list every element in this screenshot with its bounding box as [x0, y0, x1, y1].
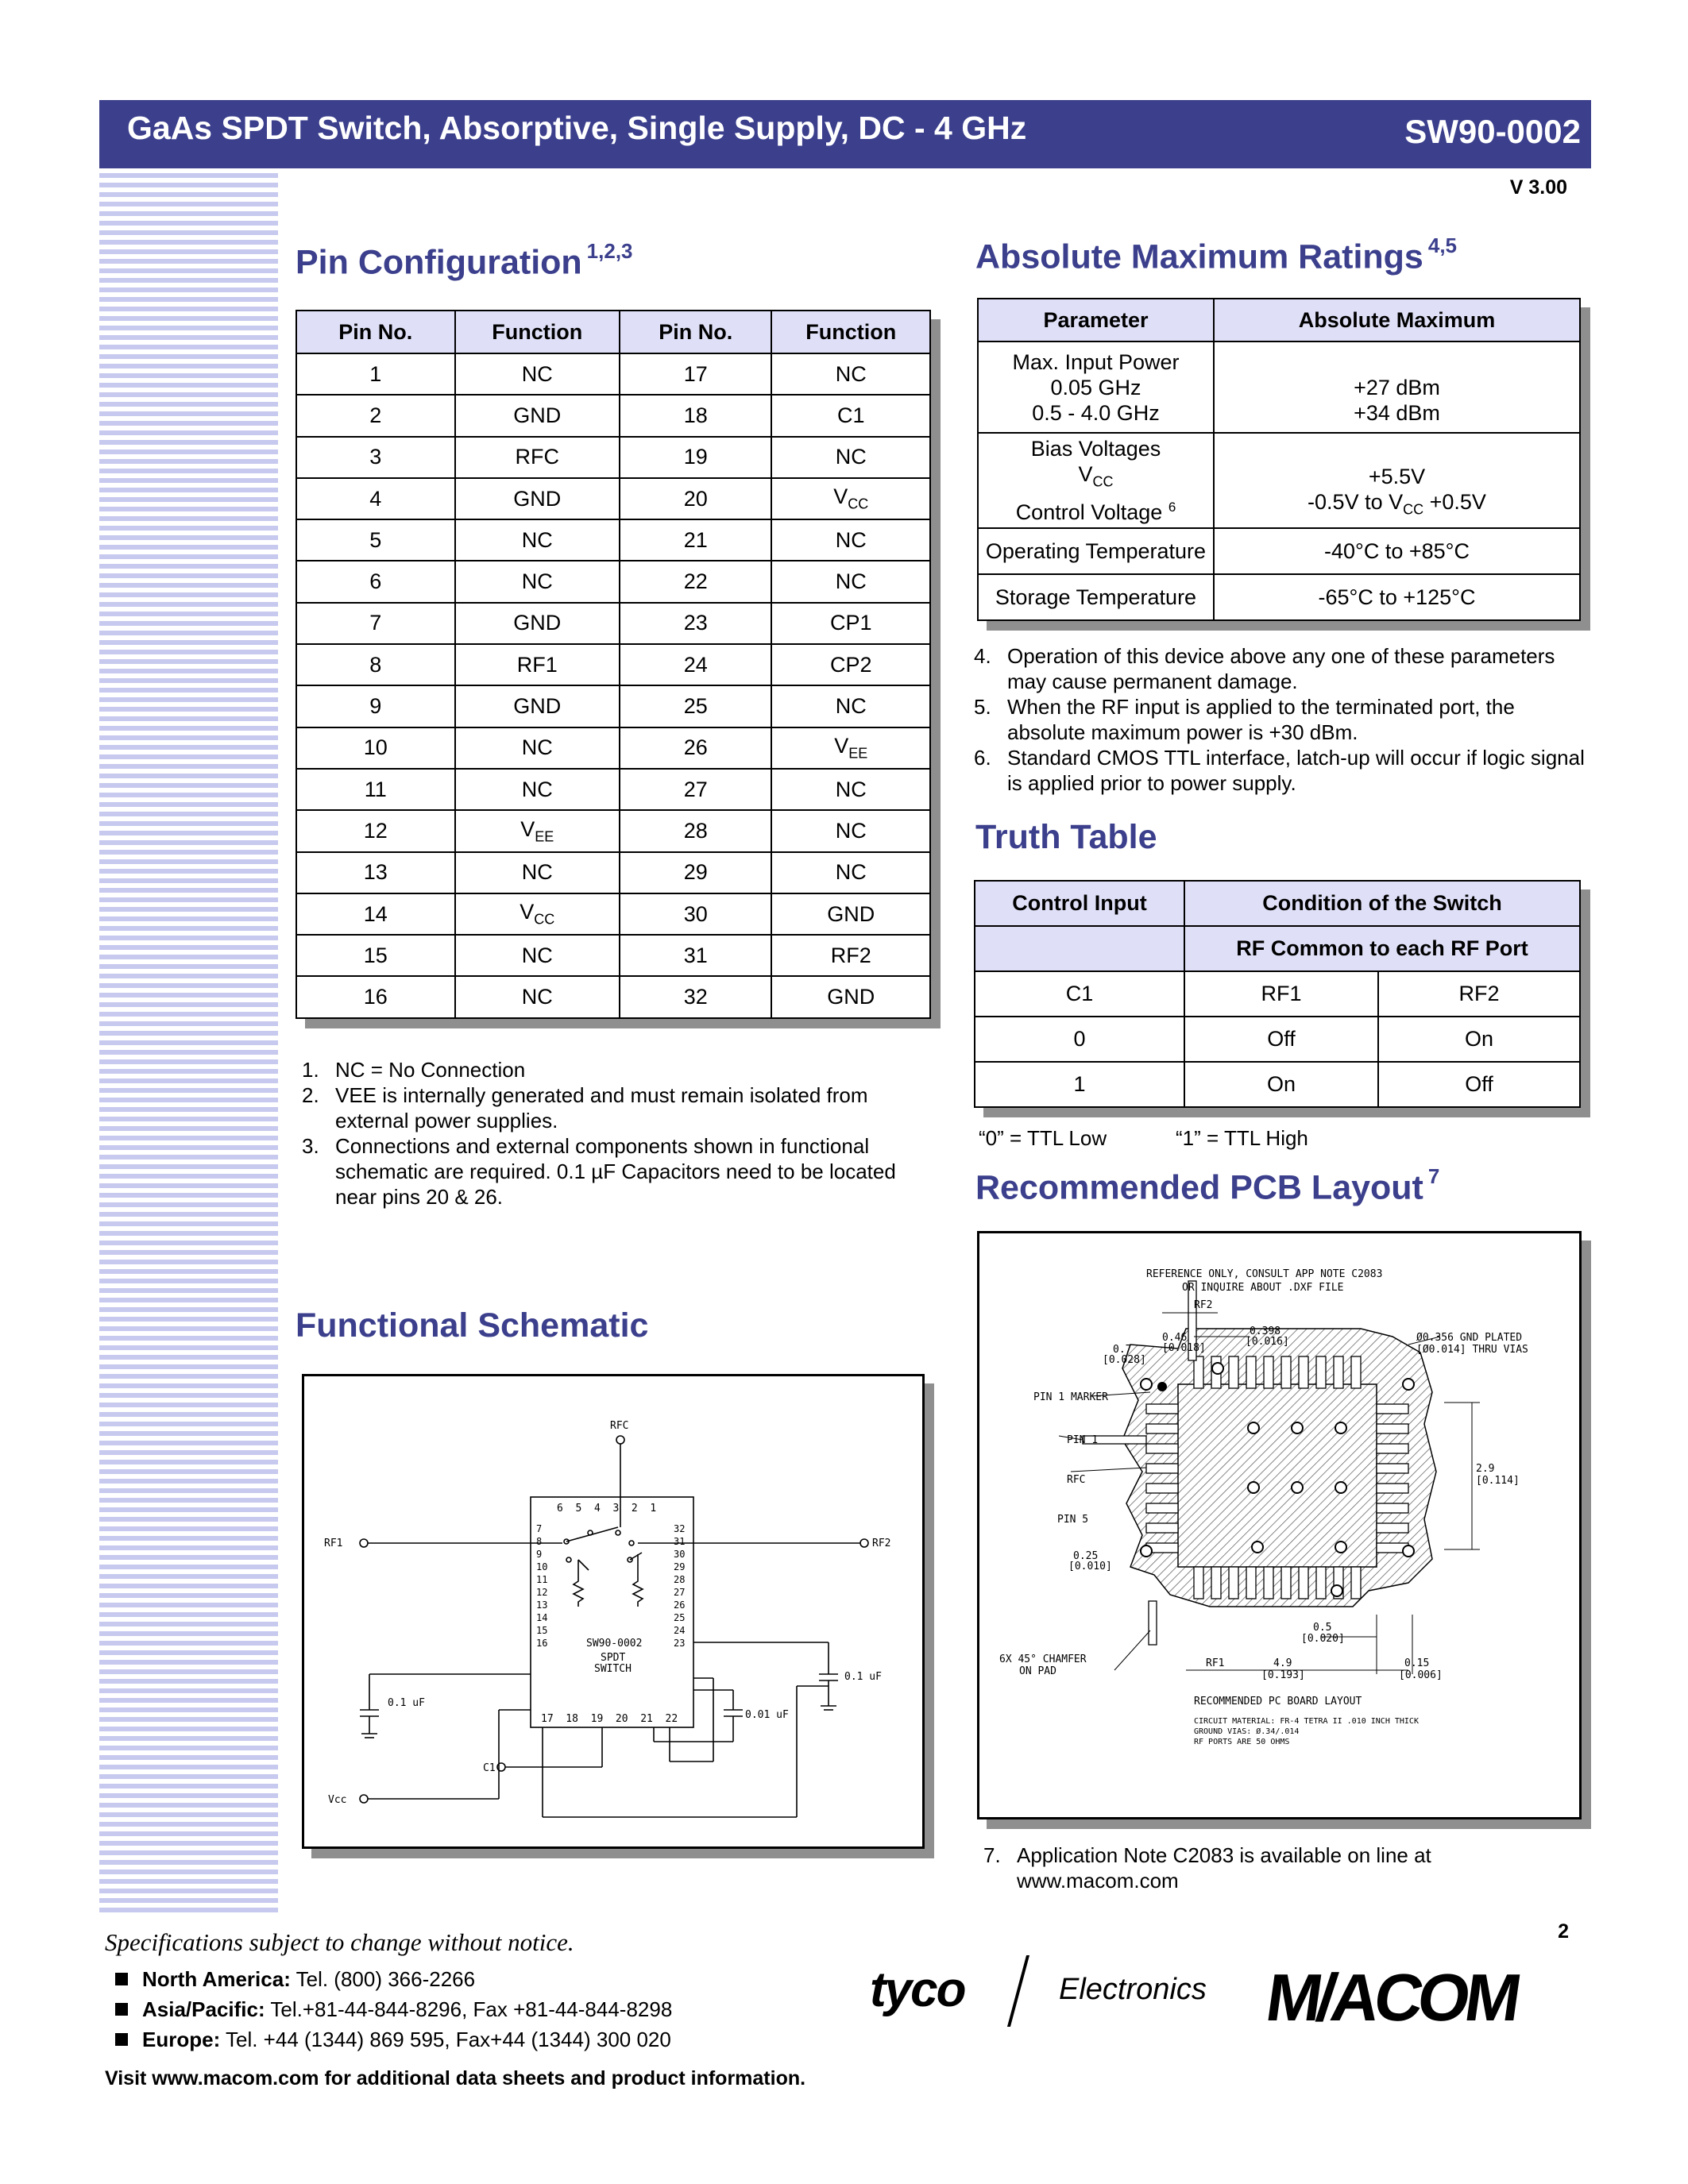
left-pin-number: 13 [536, 1599, 548, 1611]
table-cell: NC [455, 976, 620, 1017]
table-cell: 27 [620, 769, 772, 810]
table-row [296, 935, 930, 976]
amr-cell: Storage Temperature [978, 574, 1214, 620]
pcb-pin1-label: PIN 1 [1067, 1434, 1099, 1446]
pcb-dim: [0.018] [1162, 1342, 1206, 1354]
table-cell: 28 [620, 810, 772, 851]
pcb-material-note: GROUND VIAS: Ø.34/.014 [1194, 1727, 1300, 1736]
ttl-high-legend: “1” = TTL High [1176, 1126, 1308, 1150]
pcb-dim: [0.193] [1261, 1669, 1305, 1681]
cap-label: 0.1 uF [844, 1671, 882, 1683]
chip-label: SWITCH [594, 1663, 632, 1675]
pcb-rf1-label: RF1 [1206, 1657, 1225, 1669]
tyco-electronics-logo: tyco Electronics [870, 1955, 1235, 2027]
table-row [296, 519, 930, 561]
ttl-low-legend: “0” = TTL Low [979, 1126, 1107, 1150]
table-cell: 18 [620, 395, 772, 436]
pcb-layout-caption: RECOMMENDED PC BOARD LAYOUT [1194, 1696, 1362, 1707]
pcb-dim: 0.25 [1073, 1550, 1099, 1562]
table-cell: 7 [296, 603, 455, 644]
cap-label: 0.01 uF [745, 1709, 789, 1721]
table-cell: NC [771, 519, 930, 561]
pcb-dim: [0.006] [1399, 1669, 1443, 1681]
right-pin-number: 32 [674, 1523, 686, 1534]
absolute-max-header: Absolute Maximum [1214, 299, 1580, 341]
pcb-dim: 0.5 [1313, 1622, 1332, 1634]
right-pin-number: 28 [674, 1574, 686, 1585]
left-pin-number: 14 [536, 1612, 548, 1623]
table-cell: NC [455, 852, 620, 893]
rf1-label: RF1 [324, 1538, 343, 1549]
macom-logo: M/ACOM [1261, 1960, 1522, 2035]
table-cell: 12 [296, 810, 455, 851]
pin-header: Pin No. [296, 311, 455, 353]
page-number: 2 [1558, 1920, 1569, 1943]
function-header: Function [771, 311, 930, 353]
table-cell: On [1378, 1017, 1580, 1062]
table-cell: GND [771, 893, 930, 935]
empty-header [975, 926, 1184, 971]
table-cell: GND [771, 976, 930, 1017]
pcb-dim: 4.9 [1273, 1657, 1292, 1669]
pcb-dim: 0.398 [1250, 1325, 1281, 1337]
right-pin-number: 27 [674, 1587, 686, 1598]
amr-table [977, 298, 1581, 621]
note-item: 3. Connections and external components shown in functional schematic are required. 0.1 µF Capacitors need to be located near pins 20 & 26. [302, 1134, 896, 1209]
amr-cell: Max. Input Power 0.05 GHz 0.5 - 4.0 GHz [978, 341, 1214, 433]
part-number: SW90-0002 [1404, 113, 1581, 150]
table-cell: 2 [296, 395, 455, 436]
pcb-dim: [0.028] [1103, 1354, 1146, 1366]
control-input-header: Control Input [975, 881, 1184, 926]
table-row [296, 644, 930, 685]
table-cell: C1 [771, 395, 930, 436]
table-row [296, 852, 930, 893]
document-title: GaAs SPDT Switch, Absorptive, Single Supply, DC - 4 GHz [127, 110, 1027, 146]
note-item: 6. Standard CMOS TTL interface, latch-up will occur if logic signal is applied prior to power supply. [974, 746, 1585, 795]
bullet-icon [115, 2033, 128, 2046]
note-item: 5. When the RF input is applied to the terminated port, the absolute maximum power is +30 dBm. [974, 695, 1515, 744]
pcb-dim: [0.016] [1246, 1336, 1289, 1348]
right-pin-number: 29 [674, 1561, 686, 1572]
table-cell: NC [771, 769, 930, 810]
table-cell: 9 [296, 685, 455, 727]
pcb-chamfer-note: ON PAD [1019, 1665, 1056, 1677]
table-cell: 32 [620, 976, 772, 1017]
pcb-pin5-label: PIN 5 [1057, 1514, 1089, 1526]
table-cell: 6 [296, 561, 455, 602]
function-header: Function [455, 311, 620, 353]
table-cell: 17 [620, 353, 772, 395]
note-item: 7. Application Note C2083 is available on line at www.macom.com [983, 1843, 1431, 1893]
pin-config-table [295, 310, 931, 1019]
pcb-dim: 0.15 [1404, 1657, 1430, 1669]
decorative-stripes [99, 173, 278, 1916]
left-pin-number: 11 [536, 1574, 548, 1585]
pcb-dim: 0.7 [1113, 1344, 1132, 1356]
table-cell: On [1184, 1062, 1378, 1107]
table-row [296, 561, 930, 602]
amr-title: Absolute Maximum Ratings $^{4,5}$ [975, 233, 1458, 276]
pcb-dim: [0.020] [1301, 1633, 1345, 1645]
pcb-via-note: [Ø0.014] THRU VIAS [1416, 1344, 1528, 1356]
pcb-notes [983, 1843, 1587, 1893]
table-cell: NC [455, 727, 620, 769]
table-cell: 20 [620, 478, 772, 519]
note-item: 2. VEE is internally generated and must remain isolated from external power supplies. [302, 1083, 868, 1133]
table-cell: CP2 [771, 644, 930, 685]
table-cell: 3 [296, 437, 455, 478]
visit-website-text: Visit www.macom.com for additional data sheets and product information. [105, 2067, 806, 2089]
table-row [296, 685, 930, 727]
note-item: 4. Operation of this device above any one of these parameters may cause permanent damage. [974, 644, 1555, 693]
table-cell: 16 [296, 976, 455, 1017]
pcb-dim: [0.010] [1068, 1561, 1112, 1572]
table-cell: 13 [296, 852, 455, 893]
rf-common-header: RF Common to each RF Port [1184, 926, 1580, 971]
table-cell: 5 [296, 519, 455, 561]
table-row [296, 727, 930, 769]
table-cell: 25 [620, 685, 772, 727]
table-cell: 31 [620, 935, 772, 976]
left-pin-number: 8 [536, 1536, 543, 1547]
bullet-icon [115, 2003, 128, 2016]
left-pin-number: 15 [536, 1625, 548, 1636]
pcb-dim: 0.46 [1162, 1332, 1188, 1344]
table-row [296, 603, 930, 644]
table-cell: 23 [620, 603, 772, 644]
amr-cell: +5.5V -0.5V to $V_{CC} +0.5V$ [1214, 433, 1580, 528]
table-cell: 0 [975, 1017, 1184, 1062]
table-cell: NC [771, 852, 930, 893]
contact-north-america: North America: Tel. (800) 366-2266 [115, 1967, 475, 1992]
bullet-icon [115, 1973, 128, 1985]
table-cell: 22 [620, 561, 772, 602]
table-cell: NC [455, 353, 620, 395]
right-pin-number: 30 [674, 1549, 686, 1560]
amr-notes [974, 643, 1593, 796]
table-cell: GND [455, 395, 620, 436]
functional-schematic [304, 1376, 922, 1846]
table-cell: RF1 [455, 644, 620, 685]
table-cell: 14 [296, 893, 455, 935]
table-cell: NC [771, 561, 930, 602]
table-cell: NC [455, 519, 620, 561]
disclaimer: Specifications subject to change without notice. [105, 1928, 574, 1956]
pcb-ref-text: OR INQUIRE ABOUT .DXF FILE [1182, 1282, 1344, 1294]
table-row [296, 976, 930, 1017]
right-pin-number: 25 [674, 1612, 686, 1623]
table-cell: 29 [620, 852, 772, 893]
table-cell: $V_{CC}$ [455, 893, 620, 935]
table-cell: GND [455, 478, 620, 519]
table-cell: NC [455, 769, 620, 810]
table-cell: 21 [620, 519, 772, 561]
pin-config-notes [302, 1057, 917, 1210]
rfc-label: RFC [610, 1420, 629, 1432]
table-cell: 24 [620, 644, 772, 685]
parameter-header: Parameter [978, 299, 1214, 341]
table-cell: RFC [455, 437, 620, 478]
version-label: V 3.00 [1509, 176, 1567, 199]
condition-header: Condition of the Switch [1184, 881, 1580, 926]
table-cell: $V_{EE}$ [771, 727, 930, 769]
left-pin-number: 7 [536, 1523, 543, 1534]
left-pin-number: 10 [536, 1561, 548, 1572]
right-pin-number: 31 [674, 1536, 686, 1547]
table-cell: NC [771, 685, 930, 727]
truth-table-title: Truth Table [975, 818, 1157, 856]
bottom-pin-numbers: 17 18 19 20 21 22 [541, 1713, 678, 1725]
right-pin-number: 24 [674, 1625, 686, 1636]
amr-cell: -65°C to +125°C [1214, 574, 1580, 620]
table-cell: 11 [296, 769, 455, 810]
rf2-label: RF2 [872, 1538, 891, 1549]
table-row [296, 769, 930, 810]
truth-table [974, 880, 1581, 1108]
pcb-ref-text: REFERENCE ONLY, CONSULT APP NOTE C2083 [1146, 1268, 1383, 1280]
table-cell: NC [771, 353, 930, 395]
pin-config-title: Pin Configuration $^{1,2,3}$ [295, 239, 633, 282]
pcb-rf2-label: RF2 [1194, 1299, 1213, 1311]
pin-header: Pin No. [620, 311, 772, 353]
table-cell: $V_{CC}$ [771, 478, 930, 519]
table-cell: NC [771, 810, 930, 851]
pcb-layout-title: Recommended PCB Layout $^7$ [975, 1164, 1440, 1207]
pcb-layout-drawing [979, 1233, 1579, 1817]
table-row [296, 810, 930, 851]
pcb-pin1-marker: PIN 1 MARKER [1033, 1391, 1108, 1403]
table-row [296, 437, 930, 478]
pcb-material-note: RF PORTS ARE 50 OHMS [1194, 1738, 1290, 1746]
col-rf2: RF2 [1378, 971, 1580, 1017]
table-cell: NC [455, 561, 620, 602]
contact-europe: Europe: Tel. +44 (1344) 869 595, Fax+44 (1344) 300 020 [115, 2028, 671, 2052]
pcb-layout-box [977, 1231, 1582, 1819]
table-row [296, 478, 930, 519]
right-pin-number: 23 [674, 1638, 686, 1649]
table-cell: Off [1184, 1017, 1378, 1062]
chip-label: SPDT [601, 1652, 626, 1664]
pcb-material-note: CIRCUIT MATERIAL: FR-4 TETRA II .010 INCH THICK [1194, 1717, 1419, 1726]
cap-label: 0.1 uF [388, 1697, 425, 1709]
amr-cell: +27 dBm +34 dBm [1214, 341, 1580, 433]
table-cell: GND [455, 685, 620, 727]
contact-asia-pacific: Asia/Pacific: Tel.+81-44-844-8296, Fax +81-44-844-8298 [115, 1997, 672, 2022]
chip-label: SW90-0002 [586, 1638, 643, 1650]
pcb-rfc-label: RFC [1067, 1474, 1086, 1486]
table-row [296, 395, 930, 436]
table-cell: 1 [975, 1062, 1184, 1107]
table-cell: 15 [296, 935, 455, 976]
pcb-dim: [0.114] [1476, 1475, 1520, 1487]
amr-cell: -40°C to +85°C [1214, 528, 1580, 574]
table-cell: 26 [620, 727, 772, 769]
table-cell: NC [455, 935, 620, 976]
table-cell: 4 [296, 478, 455, 519]
table-cell: Off [1378, 1062, 1580, 1107]
amr-cell: Operating Temperature [978, 528, 1214, 574]
top-pin-numbers: 6 5 4 3 2 1 [557, 1503, 657, 1515]
table-row [296, 893, 930, 935]
schematic-title: Functional Schematic [295, 1306, 649, 1345]
vcc-label: Vcc [328, 1794, 347, 1806]
col-c1: C1 [975, 971, 1184, 1017]
table-cell: 10 [296, 727, 455, 769]
table-cell: CP1 [771, 603, 930, 644]
right-pin-number: 26 [674, 1599, 686, 1611]
schematic-box [302, 1374, 925, 1849]
pcb-chamfer-note: 6X 45° CHAMFER [999, 1653, 1087, 1665]
left-pin-number: 9 [536, 1549, 543, 1560]
table-cell: 30 [620, 893, 772, 935]
table-cell: 1 [296, 353, 455, 395]
left-pin-number: 12 [536, 1587, 548, 1598]
amr-cell: Bias Voltages $V_{CC}$ Control Voltage $^6$ [978, 433, 1214, 528]
table-cell: $V_{EE}$ [455, 810, 620, 851]
table-cell: RF2 [771, 935, 930, 976]
left-pin-number: 16 [536, 1638, 548, 1649]
table-cell: 8 [296, 644, 455, 685]
pcb-dim: 2.9 [1476, 1463, 1495, 1475]
note-item: 1. NC = No Connection [302, 1058, 526, 1082]
table-cell: 19 [620, 437, 772, 478]
table-cell: NC [771, 437, 930, 478]
logo-divider [1007, 1955, 1029, 2027]
table-row [296, 353, 930, 395]
table-cell: GND [455, 603, 620, 644]
pcb-via-note: Ø0.356 GND PLATED [1416, 1332, 1523, 1344]
col-rf1: RF1 [1184, 971, 1378, 1017]
c1-label: C1 [483, 1762, 496, 1774]
